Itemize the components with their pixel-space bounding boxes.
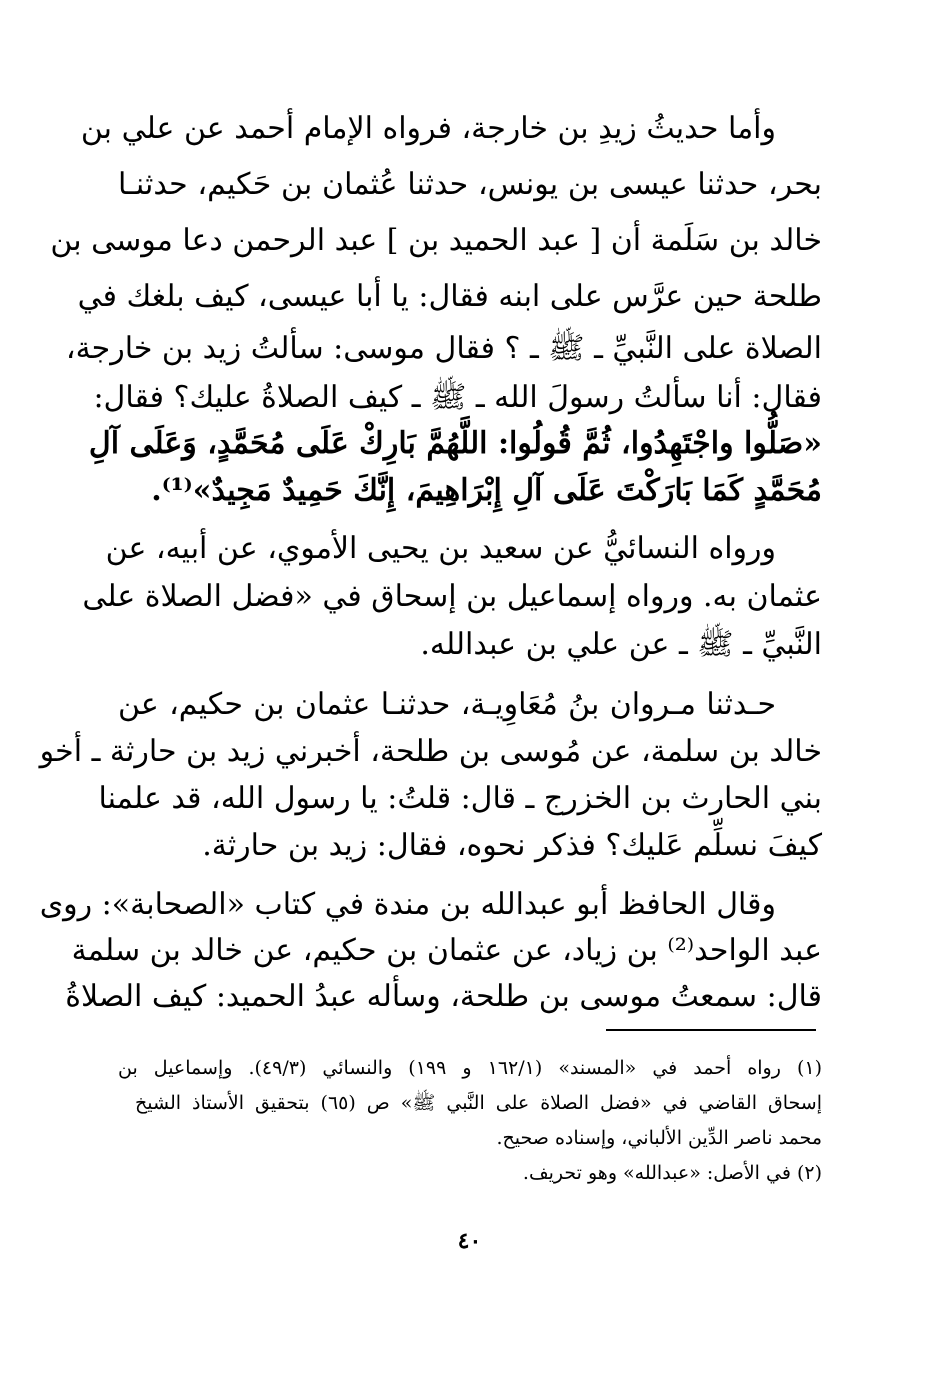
footnote-line: (١) رواه أحمد في «المسند» (١٦٢/١ و ١٩٩) والنسائي (٤٩/٣). وإسماعيل بن (118, 1057, 823, 1079)
body-line: خالد بن سلمة، عن مُوسى بن طلحة، أخبرني زيد بن حارثة ـ أخو (39, 734, 822, 769)
body-line: وقال الحافظ أبو عبدالله بن مندة في كتاب «الصحابة»: روى (39, 887, 776, 922)
body-line: طلحة حين عرَّس على ابنه فقال: يا أبا عيسى، كيف بلغك في (77, 279, 822, 314)
body-line: ورواه النسائيُّ عن سعيد بن يحيى الأموي، عن أبيه، عن (105, 531, 776, 566)
body-line: خالد بن سَلَمة أن [ عبد الحميد بن ] عبد الرحمن دعا موسى بن (50, 223, 822, 258)
body-line: النَّبيِّ ـ ﷺ ـ عن علي بن عبدالله. (420, 627, 822, 662)
body-line: الصلاة على النَّبيِّ ـ ﷺ ـ ؟ فقال موسى: سألتُ زيد بن خارجة، (65, 331, 822, 366)
body-line: بني الحارث بن الخزرج ـ قال: قلتُ: يا رسول الله، قد علمنا (98, 781, 822, 816)
footnote-line: (٢) في الأصل: «عبدالله» وهو تحريف. (522, 1162, 822, 1184)
page-number: ٤٠ (457, 1228, 482, 1254)
footnote-line: إسحاق القاضي في «فضل الصلاة على النَّبي ﷺ» ص (٦٥) بتحقيق الأستاذ الشيخ (135, 1092, 822, 1114)
body-line: حـدثنا مـروان بنُ مُعَاوِيـة، حدثنـا عثمان بن حكيم، عن (118, 687, 776, 722)
footnote-separator (606, 1029, 816, 1031)
body-line: بحر، حدثنا عيسى بن يونس، حدثنا عُثمان بن حَكيم، حدثنـا (118, 167, 822, 202)
prophetic-text-line: «صَلُّوا واجْتَهِدُوا، ثُمَّ قُولُوا: اللَّهُمَّ بَارِكْ عَلَى مُحَمَّدٍ، وَعَلَى آلِ (88, 426, 822, 461)
body-line: عبد الواحد⁽²⁾ بن زياد، عن عثمان بن حكيم، عن خالد بن سلمة (71, 933, 822, 968)
body-line: قال: سمعتُ موسى بن طلحة، وسأله عبدُ الحميد: كيف الصلاةُ (65, 979, 822, 1014)
body-line: وأما حديثُ زيدِ بن خارجة، فرواه الإمام أحمد عن علي بن (80, 111, 776, 146)
body-line: عثمان به. ورواه إسماعيل بن إسحاق في «فضل الصلاة على (82, 579, 822, 614)
body-line: فقال: أنا سألتُ رسولَ الله ـ ﷺ ـ كيف الصلاةُ عليك؟ فقال: (93, 380, 822, 415)
footnote-line: محمد ناصر الدِّين الألباني، وإسناده صحيح. (496, 1127, 822, 1149)
body-line: كيفَ نسلِّم عَليك؟ فذكر نحوه، فقال: زيد بن حارثة. (202, 828, 822, 863)
prophetic-text-line: مُحَمَّدٍ كَمَا بَارَكْتَ عَلَى آلِ إِبْرَاهِيمَ، إِنَّكَ حَمِيدٌ مَجِيدٌ»⁽¹⁾. (151, 473, 822, 508)
